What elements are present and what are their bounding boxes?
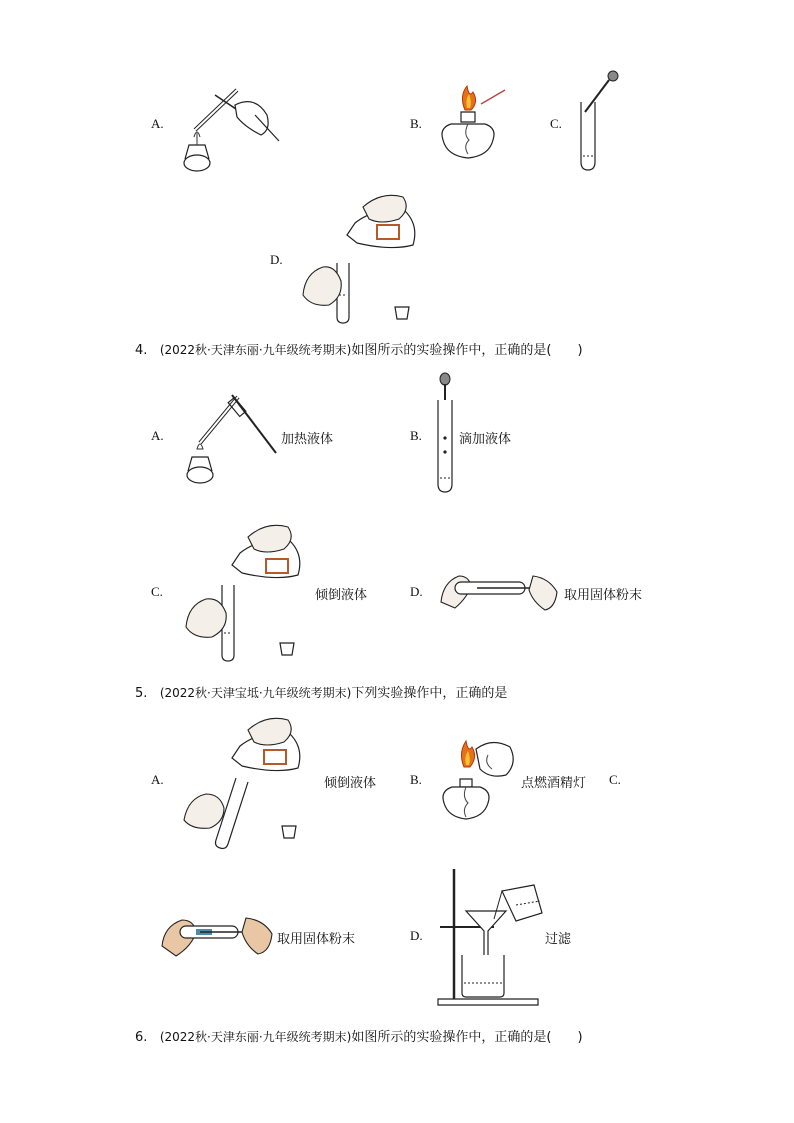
lighting-alcohol-lamp-illustration bbox=[440, 735, 520, 825]
dropper-test-tube-illustration bbox=[575, 70, 625, 175]
question-4-stem bbox=[135, 339, 583, 358]
answer-bracket: ( ) bbox=[546, 343, 583, 358]
question-text: 下列实验操作中，正确的是 bbox=[351, 686, 508, 701]
q4-option-c-caption: 倾倒液体 bbox=[315, 588, 368, 603]
heating-liquid-illustration bbox=[180, 385, 280, 490]
q4-option-b-label: B. bbox=[410, 428, 422, 443]
filtration-apparatus-illustration bbox=[436, 865, 546, 1010]
q5-option-a-label: A. bbox=[151, 772, 164, 787]
question-text: 如图所示的实验操作中，正确的是 bbox=[351, 1030, 547, 1045]
question-number: 6. bbox=[135, 1030, 148, 1045]
pouring-liquid-illustration bbox=[180, 515, 320, 663]
q4-option-a-caption: 加热液体 bbox=[281, 432, 334, 447]
q5-option-d-label: D. bbox=[410, 928, 423, 943]
question-source: (2022秋·天津宝坻·九年级统考期末) bbox=[159, 686, 352, 700]
question-5-stem bbox=[135, 682, 507, 701]
option-a-label: A. bbox=[151, 116, 164, 131]
dropping-liquid-illustration bbox=[430, 372, 460, 494]
question-source: (2022秋·天津东丽·九年级统考期末) bbox=[159, 1030, 352, 1044]
q4-option-d-caption: 取用固体粉末 bbox=[564, 588, 643, 603]
question-text: 如图所示的实验操作中，正确的是 bbox=[351, 343, 547, 358]
q4-option-c-label: C. bbox=[151, 584, 163, 599]
q4-option-b-caption: 滴加液体 bbox=[459, 432, 512, 447]
alcohol-lamp-with-match-illustration bbox=[435, 82, 510, 167]
q4-option-d-label: D. bbox=[410, 584, 423, 599]
pouring-liquid-tilted-illustration bbox=[180, 712, 320, 852]
taking-solid-powder-illustration bbox=[160, 912, 275, 962]
q5-option-b-label: B. bbox=[410, 772, 422, 787]
question-number: 4. bbox=[135, 343, 148, 358]
q5-option-c-caption: 取用固体粉末 bbox=[277, 932, 356, 947]
question-number: 5. bbox=[135, 686, 148, 701]
q5-option-a-caption: 倾倒液体 bbox=[324, 776, 377, 791]
q4-option-a-label: A. bbox=[151, 428, 164, 443]
q5-option-b-caption: 点燃酒精灯 bbox=[521, 776, 587, 791]
option-c-label: C. bbox=[550, 116, 562, 131]
question-6-stem bbox=[135, 1026, 583, 1045]
pouring-liquid-illustration bbox=[295, 185, 435, 325]
taking-solid-powder-illustration bbox=[437, 562, 562, 622]
answer-bracket: ( ) bbox=[546, 1030, 583, 1045]
q5-option-d-caption: 过滤 bbox=[545, 932, 572, 947]
question-source: (2022秋·天津东丽·九年级统考期末) bbox=[159, 343, 352, 357]
option-b-label: B. bbox=[410, 116, 422, 131]
heating-test-tube-illustration bbox=[175, 75, 285, 180]
q5-option-c-label: C. bbox=[609, 772, 621, 787]
option-d-label: D. bbox=[270, 252, 283, 267]
